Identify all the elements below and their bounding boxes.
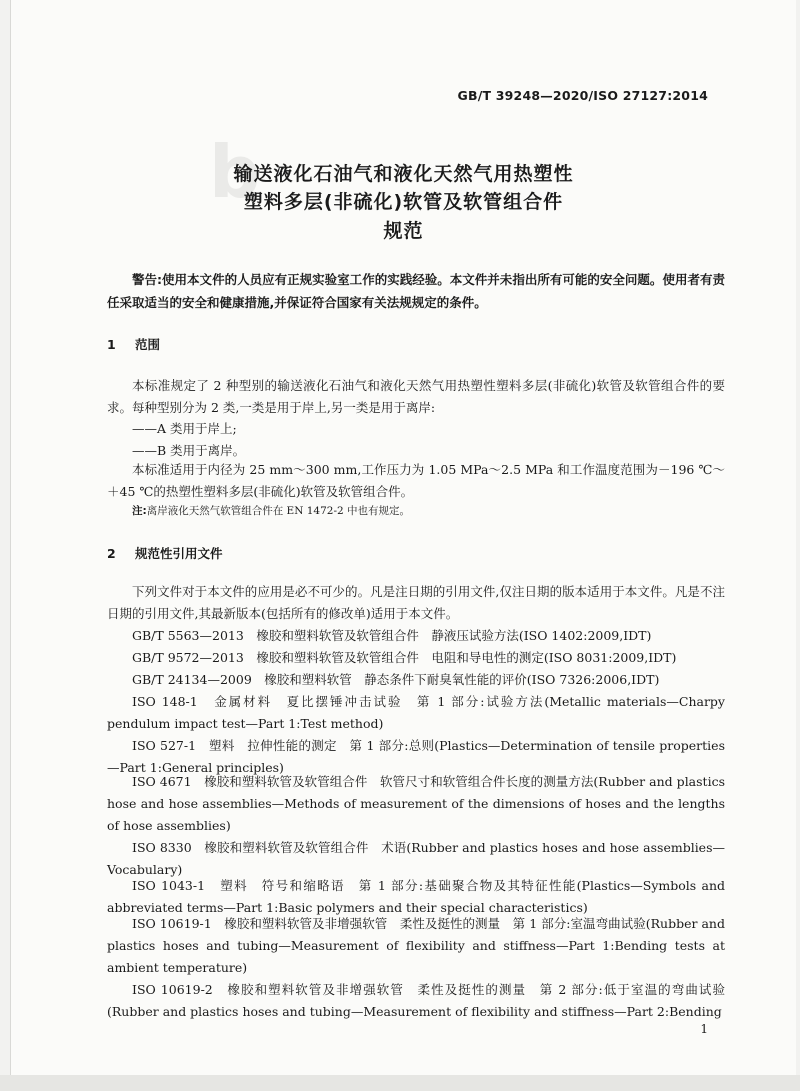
warning-paragraph: 警告:使用本文件的人员应有正规实验室工作的实践经验。本文件并未指出所有可能的安全问题。使用者有责任采取适当的安全和健康措施,并保证符合国家有关法规规定的条件。 (107, 272, 725, 310)
reference-item: ISO 148-1 金属材料 夏比摆锤冲击试验 第 1 部分:试验方法(Metallic materials—Charpy pendulum impact test—Part 1:Test method) (107, 694, 725, 731)
section-1-heading (107, 335, 160, 353)
reference-item: ISO 10619-1 橡胶和塑料软管及非增强软管 柔性及挺性的测量 第 1 部分:室温弯曲试验(Rubber and plastics hoses and tubing—Measurement of flexibility and stiffness—Part 1:Bending tests at ambient temperature) (107, 916, 725, 975)
scope-paragraph-2: 本标准适用于内径为 25 mm～300 mm,工作压力为 1.05 MPa～2.5 MPa 和工作温度范围为－196 ℃～＋45 ℃的热塑性塑料多层(非硫化)软管及软管组合件。 (107, 462, 725, 499)
title-line-3: 规范 (383, 220, 424, 242)
section-title: 规范性引用文件 (135, 546, 223, 561)
reference-item: GB/T 24134—2009 橡胶和塑料软管 静态条件下耐臭氧性能的评价(ISO 7326:2006,IDT) (132, 672, 660, 687)
scope-note (132, 503, 410, 518)
section-title: 范围 (135, 337, 161, 352)
reference-item: ISO 527-1 塑料 拉伸性能的测定 第 1 部分:总则(Plastics—Determination of tensile properties—Part 1:General principles) (107, 738, 725, 775)
reference-item: ISO 8330 橡胶和塑料软管及软管组合件 术语(Rubber and plastics hoses and hose assemblies—Vocabulary) (107, 840, 725, 877)
standard-code: GB/T 39248—2020/ISO 27127:2014 (457, 88, 708, 103)
title-line-2: 塑料多层(非硫化)软管及软管组合件 (243, 191, 564, 213)
reference-item: ISO 4671 橡胶和塑料软管及软管组合件 软管尺寸和软管组合件长度的测量方法(Rubber and plastics hose and hose assemblies—Methods of measurement of the dimensions of hoses and the lengths of hose assemblies) (107, 774, 725, 833)
note-text: 离岸液化天然气软管组合件在 EN 1472-2 中也有规定。 (146, 505, 411, 517)
section-number: 1 (107, 337, 116, 352)
note-label: 注: (132, 505, 147, 517)
section-2-heading (107, 544, 223, 562)
scope-paragraph-1: 本标准规定了 2 种型别的输送液化石油气和液化天然气用热塑性塑料多层(非硫化)软管及软管组合件的要求。每种型别分为 2 类,一类是用于岸上,另一类是用于离岸: (107, 378, 725, 415)
reference-item: ISO 1043-1 塑料 符号和缩略语 第 1 部分:基础聚合物及其特征性能(Plastics—Symbols and abbreviated terms—Part 1:Basic polymers and their special characteristics) (107, 878, 725, 915)
reference-item: GB/T 9572—2013 橡胶和塑料软管及软管组合件 电阻和导电性的测定(ISO 8031:2009,IDT) (132, 650, 677, 665)
page-number: 1 (700, 1022, 708, 1036)
scope-item-a: ——A 类用于岸上; (132, 421, 237, 436)
title-line-1: 输送液化石油气和液化天然气用热塑性 (233, 163, 574, 185)
scope-item-b: ——B 类用于离岸。 (132, 443, 246, 458)
watermark-logo: b (209, 130, 265, 214)
reference-item: GB/T 5563—2013 橡胶和塑料软管及软管组合件 静液压试验方法(ISO 1402:2009,IDT) (132, 628, 652, 643)
section-number: 2 (107, 546, 116, 561)
document-page (10, 0, 796, 1075)
references-intro: 下列文件对于本文件的应用是必不可少的。凡是注日期的引用文件,仅注日期的版本适用于本文件。凡是不注日期的引用文件,其最新版本(包括所有的修改单)适用于本文件。 (107, 584, 725, 621)
page-bottom-edge (0, 1075, 800, 1091)
reference-item: ISO 10619-2 橡胶和塑料软管及非增强软管 柔性及挺性的测量 第 2 部分:低于室温的弯曲试验(Rubber and plastics hoses and tubing—Measurement of flexibility and stiffness—Part 2:Bending (107, 982, 725, 1019)
